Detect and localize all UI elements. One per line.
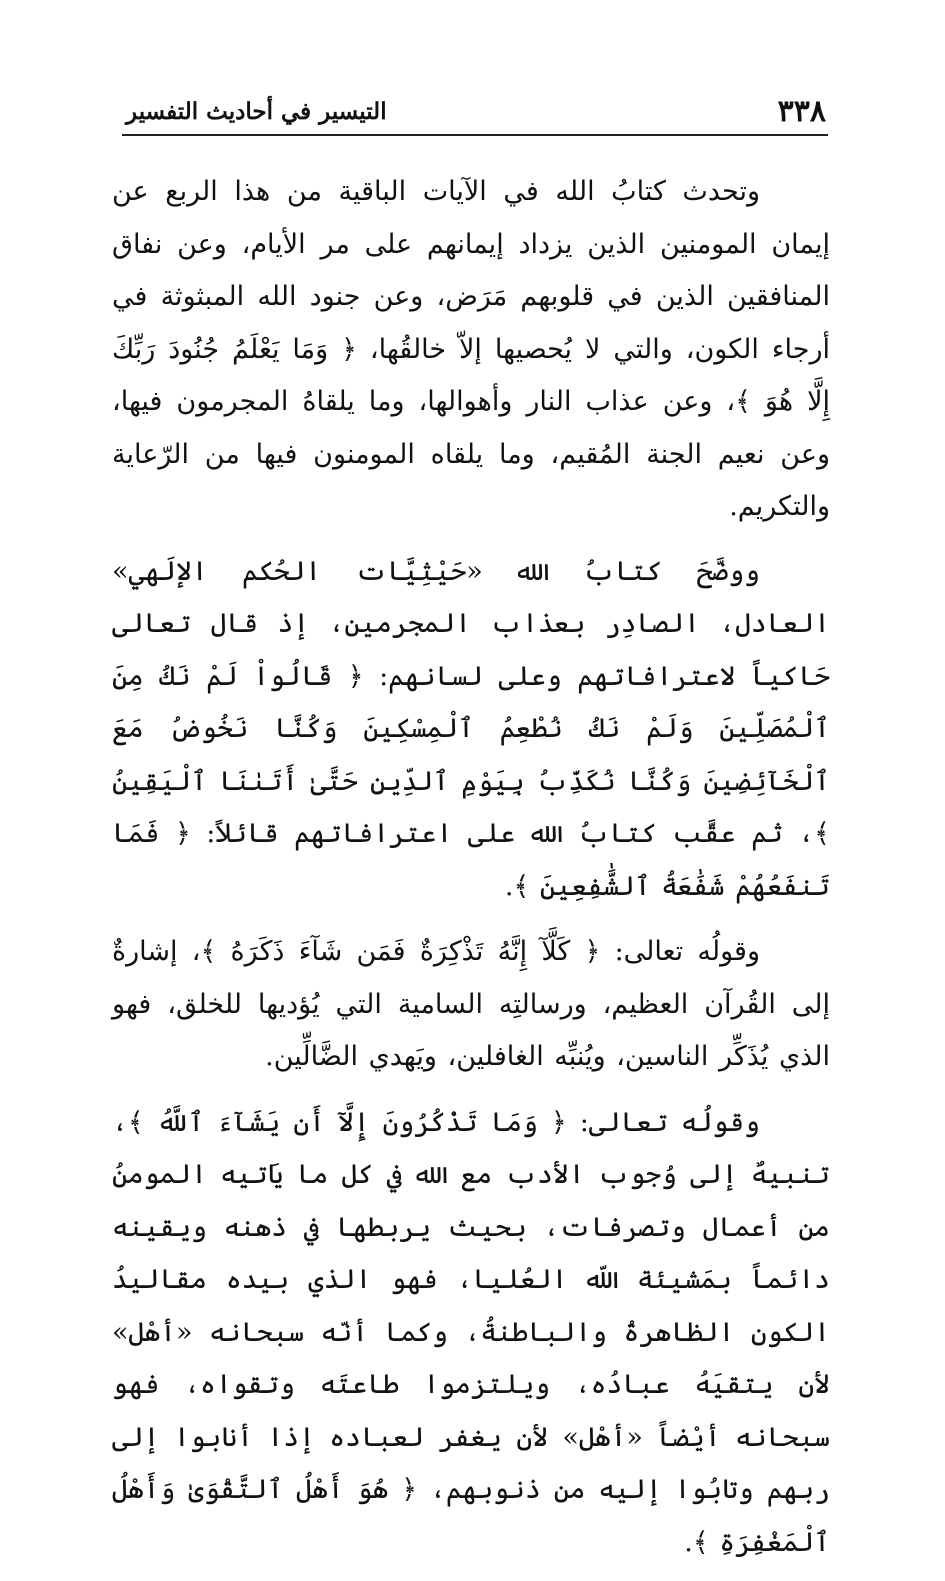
page-header [126,92,826,132]
page-number: ٣٣٨ [777,94,826,129]
running-title: التيسير في أحاديث التفسير [126,98,387,125]
paragraph-3: وقولُه تعالى: ﴿ كَلَّآ إِنَّهُ تَذْكِرَةٌ فَمَن شَآءَ ذَكَرَهُ ﴾، إشارةٌ إلى القُرآن العظيم، ورسالتِه السامية التي يُؤديها للخلق، فهو الذي يُذَكِّر الناسين، ويُنبِّه الغافلين، ويَهدي الضَّالِّين. [112,936,830,1072]
paragraph-1: وتحدث كتابُ الله في الآيات الباقية من هذا الربع عن إيمان المومنين الذين يزداد إيمانهم على مر الأيام، وعن نفاق المنافقين الذين في قلوبهم مَرَض، وعن جنود الله المبثوثة في أرجاء الكون، والتي لا يُحصيها إلاّ خالقُها، ﴿ وَمَا يَعْلَمُ جُنُودَ رَبِّكَ إِلَّا هُوَ ﴾، وعن عذاب النار وأهوالها، وما يلقاهُ المجرمون فيها، وعن نعيم الجنة المُقيم، وما يلقاه المومنون فيها من الرّعاية والتكريم. [112,176,830,522]
header-divider [122,134,828,136]
page-body [112,166,830,1581]
paragraph-4: وقولُه تعالى: ﴿ وَمَا تَذْكُرُونَ إِلَّآ أَن يَشَآءَ ٱللَّهُ ﴾، تنبيهٌ إلى وُجوب الأدب مع الله في كل ما يَاتيه المومنُ من أعمال وتصرفات، بحيث يربطها في ذهنه ويقينه دائماً بمَشيئة اللّه العُليا، فهو الذي بيده مقاليدُ الكون الظاهرةُ والباطنةُ، وكما أنّه سبحانه «أهْل» لأن يتقيَهُ عبادُه، ويلتزموا طاعتَه وتقواه، فهو سبحانه أيْضاً «أهْل» لأن يغفر لعباده إذا أنابوا إلى ربهم وتابُوا إليه من ذنوبهم، ﴿ هُوَ أَهْلُ ٱلتَّقْوَىٰ وَأَهْلُ ٱلْمَغْفِرَةِ ﴾. [112,1106,830,1558]
paragraph-2: ووضَّحَ كتابُ الله «حَيْثِيَّات الحُكم الإلَهي» العادل، الصادِر بعذاب المجرمين، إذ قال تعالى حَاكياً لاعترافاتهم وعلى لسانهم: ﴿ قَالُواْ لَمْ نَكُ مِنَ ٱلْمُصَلِّينَ وَلَمْ نَكُ نُطْعِمُ ٱلْمِسْكِينَ وَكُنَّا نَخُوضُ مَعَ ٱلْخَآئِضِينَ وَكُنَّا نُكَذِّبُ بِيَوْمِ ٱلدِّينِ حَتَّىٰ أَتَىٰنَا ٱلْيَقِينُ ﴾، ثم عقَّب كتابُ الله على اعترافاتهم قائلاً: ﴿ فَمَا تَنفَعُهُمْ شَفَٰعَةُ ٱلشَّٰفِعِينَ ﴾. [112,555,830,902]
